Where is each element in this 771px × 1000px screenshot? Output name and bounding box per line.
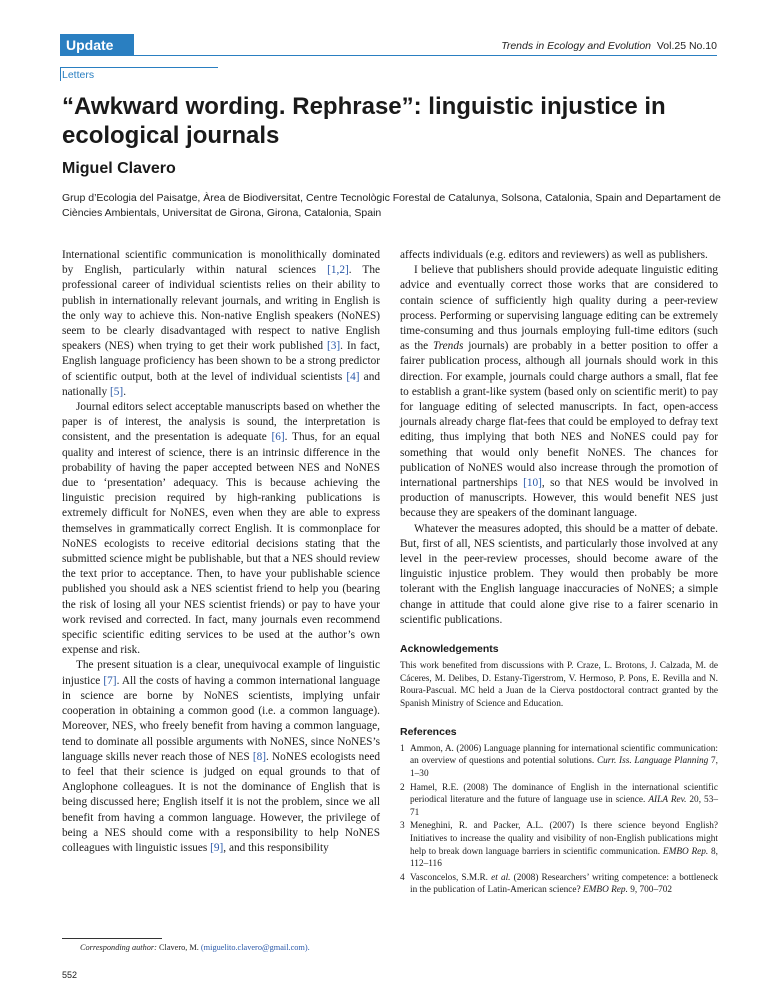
- citation-link[interactable]: [9]: [210, 841, 224, 854]
- citation-link[interactable]: [1,2]: [327, 264, 349, 277]
- article-title: “Awkward wording. Rephrase”: linguistic injustice in ecological journals: [62, 93, 666, 149]
- body-paragraph-3: The present situation is a clear, unequivocal example of linguistic injustice [7]. All the costs of having a common international language in science are borne by NoNES scientists, implying unfair cooperation in obtaining a common good (i.e. a common language). Moreover, NES, who freely benefit from having a common language, tend to dominate all possible arguments with NoNES, since NoNES’s language skills never reach those of NES [8]. NoNES ecologists need to feel that their science is judged on equal grounds to that of Anglophone colleagues. It is not the dominance of English that is being discussed here; English itself it is not the problem, since we all benefit from having a common language. However, the privilege of being a NES should come with a responsibility to help NoNES colleagues with linguistic issues [9], and this responsibility: [62, 659, 380, 854]
- volume-issue: Vol.25 No.10: [656, 40, 717, 52]
- citation-link[interactable]: [10]: [523, 477, 542, 490]
- reference-item: 3 Meneghini, R. and Packer, A.L. (2007) Is there science beyond English? Initiatives to increase the quality and visibility of non-English publications might help to break down language barriers in scientific communication. EMBO Rep. 8, 112–116: [400, 821, 719, 870]
- citation-link[interactable]: [8]: [252, 750, 267, 763]
- article-type-label: Letters: [62, 69, 95, 81]
- corresponding-author-note: Corresponding author: Clavero, M. (miguelito.clavero@gmail.com).: [80, 943, 310, 952]
- citation-link[interactable]: [5]: [110, 385, 124, 398]
- section-rule-left: [60, 67, 61, 81]
- section-rule-top: [60, 67, 218, 68]
- journal-info: [501, 40, 717, 52]
- left-column: [62, 248, 380, 856]
- footnote-rule: [62, 938, 162, 939]
- body-paragraph-5: I believe that publishers should provide adequate linguistic editing advice and eventually correct those works that are considered to contain science of sufficiently high quality during a peer-review process. Performing or supervising language editing can be extremely time-consuming and thus journals employing full-time editors (such as the Trends journals) are probably in a better position to offer a fairer publication process, although all journals should work in this direction. For example, journals could charge authors a small, flat fee to establish a grant-like system (based only on scientific merit) to pay for language editing of selected manuscripts. In fact, open-access journals already charge flat-fees that could be employed to defray text editing, thus implying that both NES and NoNES could pay for something that would only benefit NoNES. The chances for publication of NoNES would also increase through the promotion of international partnerships [10], so that NES would be involved in production of manuscripts. However, this would benefit NES just because they are speakers of the dominant language.: [400, 264, 718, 520]
- references-heading: References: [400, 725, 457, 738]
- body-paragraph-1: International scientific communication is monolithically dominated by English, particularly within natural sciences [1,2]. The professional career of individual scientists relies on their ability to publish in internationally relevant journals, and writing in English is the only way to achieve this. Non-native English speakers (NoNES) seem to be clearly disadvantaged with respect to native English speakers (NES) when trying to get their work published [3]. In fact, English language proficiency has been shown to be a strong predictor of scientific output, both at the level of individual scientists [4] and nationally [5].: [62, 249, 380, 398]
- citation-link[interactable]: [7]: [103, 674, 117, 687]
- acknowledgements-text: This work benefited from discussions with P. Craze, L. Brotons, J. Calzada, M. de Cáceres, M. Delibes, D. Estany-Tigerstrom, V. Hermoso, P. Pons, E. Revilla and N. Roura-Pascual. MC held a Juan de la Cierva postdoctoral contract granted by the Spanish Ministry of Science and Education.: [400, 661, 718, 710]
- reference-item: 2 Hamel, R.E. (2008) The dominance of English in the international scientific periodical literature and the future of language use in science. AILA Rev. 20, 53–71: [400, 782, 718, 818]
- reference-item: 1 Ammon, A. (2006) Language planning for international scientific communication: an overview of questions and potential solutions. Curr. Iss. Language Planning 7, 1–30: [400, 743, 718, 780]
- citation-link[interactable]: [3]: [326, 340, 341, 353]
- author-email-link[interactable]: (miguelito.clavero@gmail.com).: [200, 943, 310, 952]
- reference-list: [400, 743, 718, 897]
- header-rule: [134, 55, 717, 56]
- body-paragraph-4: affects individuals (e.g. editors and reviewers) as well as publishers.: [400, 249, 708, 261]
- citation-link[interactable]: [4]: [346, 370, 360, 383]
- citation-link[interactable]: [6]: [271, 431, 285, 444]
- author-name: Miguel Clavero: [62, 160, 176, 177]
- author-affiliation: Grup d’Ecologia del Paisatge, Àrea de Biodiversitat, Centre Tecnològic Forestal de Catalunya, Solsona, Catalonia, Spain and Departament de Ciències Ambientals, Universitat de Girona, Girona, Catalonia, Spain: [62, 192, 721, 219]
- page-number: 552: [62, 970, 78, 980]
- right-column: [400, 248, 718, 898]
- acknowledgements-heading: Acknowledgements: [400, 643, 499, 656]
- section-badge: Update: [60, 34, 134, 56]
- body-paragraph-6: Whatever the measures adopted, this should be a matter of debate. But, first of all, NES scientists, and particularly those involved at any level in the peer-review processes, should become aware of the linguistic injustice problem. They would then probably be more tolerant with the English language inaccuracies of NoNES; a simple change in attitude that could alone give rise to a fairer scenario in scientific publications.: [400, 522, 718, 626]
- body-paragraph-2: Journal editors select acceptable manuscripts based on whether the paper is of interest, the analysis is sound, the interpretation is consistent, and the presentation is adequate [6]. Thus, for an equal quality and interest of science, there is an intrinsic difference in the probability of having the paper accepted between NES and NoNES due to ‘presentation’ adequacy. This is because achieving the linguistic precision required by high-ranking publications is extremely difficult for NoNES, even when they are able to express themselves in grammatically correct English. It is commonplace for NoNES ecologists to receive editorial decisions stating that the submitted science might be publishable, but that a NES should review the text prior to acceptance. Then, to have your publishable science published you should ask a NES scientist friend to help you (bearing the risk of losing all your NES scientist friends) or pay to have your work revised and corrected. In fact, many journals even recommend specific scientific editing services to be used at the author’s own expense and risk.: [62, 401, 380, 657]
- journal-name: Trends in Ecology and Evolution: [501, 40, 652, 52]
- reference-item: 4 Vasconcelos, S.M.R. et al. (2008) Researchers’ writing competence: a bottleneck in the publication of Latin-American science? EMBO Rep. 9, 700–702: [400, 872, 718, 896]
